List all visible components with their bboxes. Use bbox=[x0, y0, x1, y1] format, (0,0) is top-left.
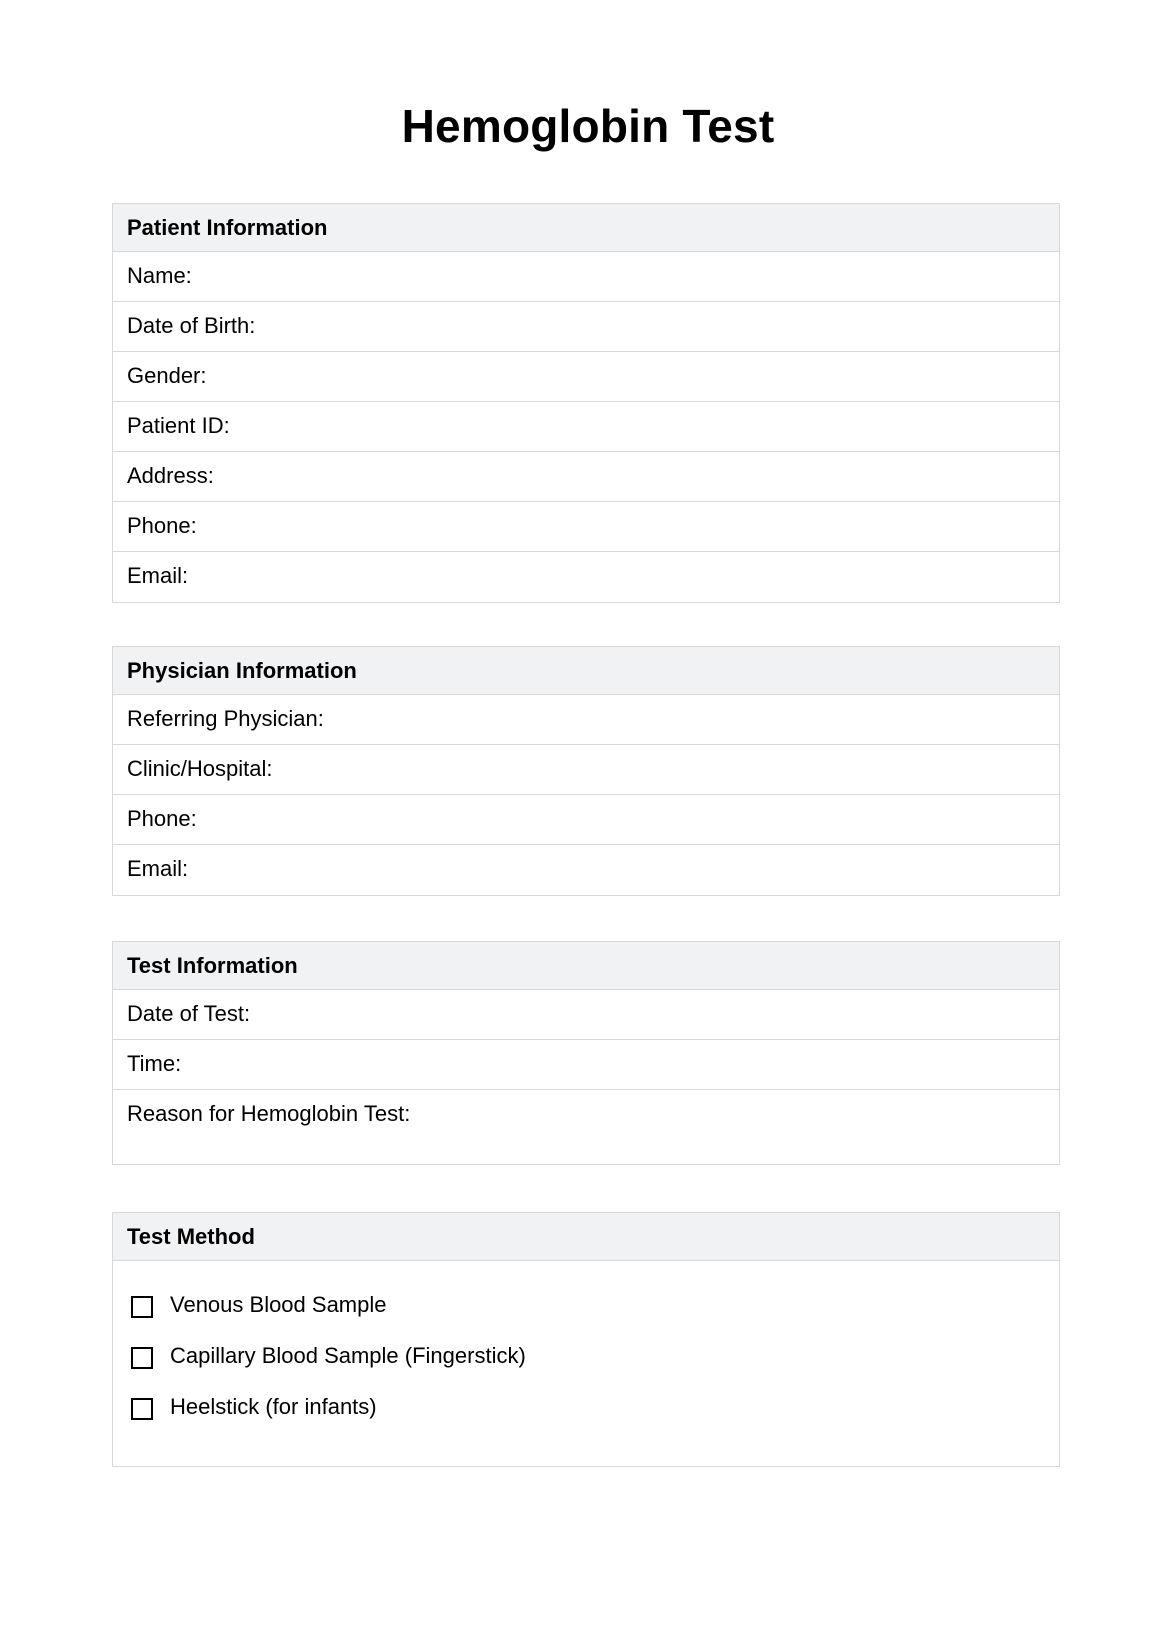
test-method-options bbox=[113, 1261, 1059, 1466]
patient-information-section bbox=[112, 203, 1060, 603]
option-label: Heelstick (for infants) bbox=[170, 1394, 377, 1419]
option-label: Capillary Blood Sample (Fingerstick) bbox=[170, 1343, 526, 1368]
field-name[interactable]: Name: bbox=[113, 252, 1059, 302]
field-address[interactable]: Address: bbox=[113, 452, 1059, 502]
section-heading: Patient Information bbox=[113, 204, 1059, 252]
field-date-of-birth[interactable]: Date of Birth: bbox=[113, 302, 1059, 352]
checkbox[interactable] bbox=[131, 1398, 153, 1420]
option-label: Venous Blood Sample bbox=[170, 1292, 387, 1317]
option-heelstick[interactable] bbox=[113, 1393, 1059, 1444]
physician-information-section bbox=[112, 646, 1060, 896]
section-heading: Physician Information bbox=[113, 647, 1059, 695]
field-date-of-test[interactable]: Date of Test: bbox=[113, 990, 1059, 1040]
page-title: Hemoglobin Test bbox=[401, 100, 775, 152]
test-method-section bbox=[112, 1212, 1060, 1467]
checkbox[interactable] bbox=[131, 1347, 153, 1369]
field-time[interactable]: Time: bbox=[113, 1040, 1059, 1090]
field-reason-for-test[interactable]: Reason for Hemoglobin Test: bbox=[127, 1101, 411, 1126]
field-physician-phone[interactable]: Phone: bbox=[113, 795, 1059, 845]
option-capillary-blood-sample[interactable] bbox=[113, 1342, 1059, 1393]
test-information-section bbox=[112, 941, 1060, 1165]
field-patient-id[interactable]: Patient ID: bbox=[113, 402, 1059, 452]
field-referring-physician[interactable]: Referring Physician: bbox=[113, 695, 1059, 745]
field-phone[interactable]: Phone: bbox=[113, 502, 1059, 552]
checkbox[interactable] bbox=[131, 1296, 153, 1318]
section-heading: Test Method bbox=[113, 1213, 1059, 1261]
field-email[interactable]: Email: bbox=[127, 563, 189, 588]
field-gender[interactable]: Gender: bbox=[113, 352, 1059, 402]
field-clinic-hospital[interactable]: Clinic/Hospital: bbox=[113, 745, 1059, 795]
field-physician-email[interactable]: Email: bbox=[127, 856, 189, 881]
option-venous-blood-sample[interactable] bbox=[113, 1291, 1059, 1342]
section-heading: Test Information bbox=[113, 942, 1059, 990]
